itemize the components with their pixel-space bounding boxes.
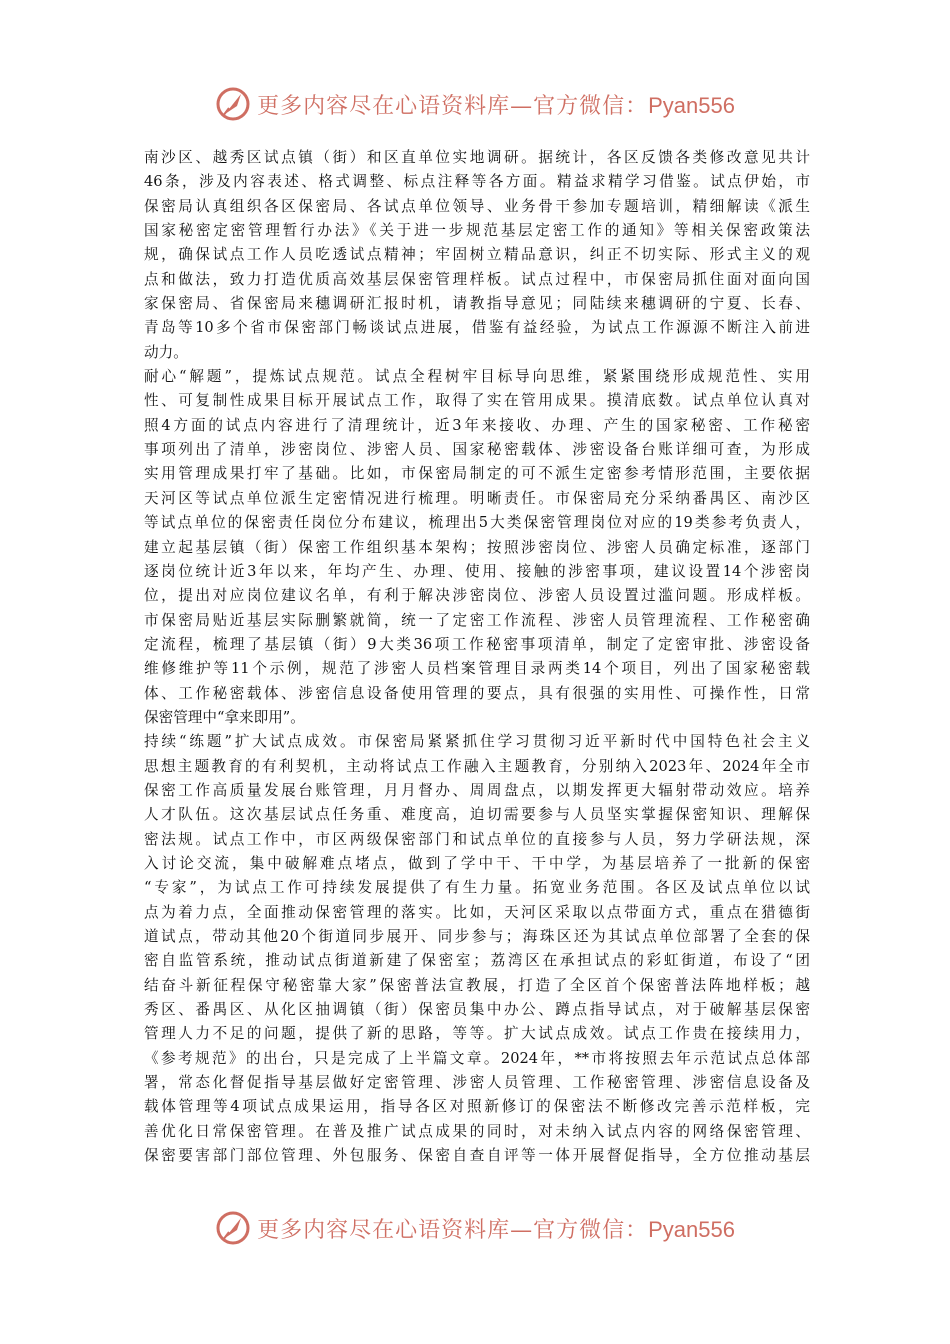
text-line: 国家秘密定密管理暂行办法》《关于进一步规范基层定密工作的通知》等相关保密政策法 [144,222,810,240]
header-banner-text: 更多内容尽在心语资料库—官方微信：Pyan556 [257,92,735,119]
text-line: 密自监管系统，推动试点街道新建了保密室；荔湾区在承担试点的彩虹街道，布设了“团 [144,952,810,970]
text-line: 规，确保试点工作人员吃透试点精神；牢固树立精品意识，纠正不切实际、形式主义的观 [144,246,810,264]
text-line: 《参考规范》的出台，只是完成了上半篇文章。2024年，**市将按照去年示范试点总体部 [144,1049,810,1067]
text-line: 市保密局贴近基层实际删繁就简，统一了定密工作流程、涉密人员管理流程、工作秘密确 [144,611,810,629]
quill-logo-icon [215,1210,251,1246]
text-line: 点为着力点，全面推动保密管理的落实。比如，天河区采取以点带面方式，重点在猎德街 [144,903,810,921]
text-line: 密法规。试点工作中，市区两级保密部门和试点单位的直接参与人员，努力学研法规，深 [144,830,810,848]
text-line: 署，常态化督促指导基层做好定密管理、涉密人员管理、工作秘密管理、涉密信息设备及 [144,1074,810,1092]
text-line: 体、工作秘密载体、涉密信息设备使用管理的要点，具有很强的实用性、可操作性，日常 [144,684,810,702]
text-line: 入讨论交流，集中破解难点堵点，做到了学中干、干中学，为基层培养了一批新的保密 [144,854,810,872]
text-line: 建立起基层镇（街）保密工作组织基本架构；按照涉密岗位、涉密人员确定标准，逐部门 [144,538,810,556]
text-line: 保密工作高质量发展台账管理，月月督办、周周盘点，以期发挥更大辐射带动效应。培养 [144,781,810,799]
text-line: 天河区等试点单位派生定密情况进行梳理。明晰责任。市保密局充分采纳番禺区、南沙区 [144,489,810,507]
text-line: 保密管理中“拿来即用”。 [144,708,305,726]
text-line: 位，提出对应岗位建议名单，有利于解决涉密岗位、涉密人员设置过滥问题。形成样板。 [144,587,810,605]
text-line: 人才队伍。这次基层试点任务重、难度高，迫切需要参与人员坚实掌握保密知识、理解保 [144,806,810,824]
text-line: 结奋斗新征程保守秘密靠大家”保密普法宣教展，打造了全区首个保密普法阵地样板；越 [144,976,810,994]
text-line: 持续“练题”扩大试点成效。市保密局紧紧抓住学习贯彻习近平新时代中国特色社会主义 [144,733,810,751]
text-line: 载体管理等4项试点成果运用，指导各区对照新修订的保密法不断修改完善示范样板，完 [144,1098,810,1116]
quill-logo-icon [215,86,251,122]
text-line: 善优化日常保密管理。在普及推广试点成果的同时，对未纳入试点内容的网络保密管理、 [144,1122,810,1140]
text-line: 性、可复制性成果目标开展试点工作，取得了实在管用成果。摸清底数。试点单位认真对 [144,392,810,410]
text-line: 照4方面的试点内容进行了清理统计，近3年来接收、办理、产生的国家秘密、工作秘密 [144,416,810,434]
header-wechat-id: Pyan556 [648,92,735,118]
text-line: 维修维护等11个示例，规范了涉密人员档案管理目录两类14个项目，列出了国家秘密载 [144,660,810,678]
text-line: 逐岗位统计近3年以来，年均产生、办理、使用、接触的涉密事项，建议设置14个涉密岗 [144,562,810,580]
text-line: 青岛等10多个省市保密部门畅谈试点进展，借鉴有益经验，为试点工作源源不断注入前进 [144,319,810,337]
footer-wechat-id: Pyan556 [648,1216,735,1242]
text-line: 思想主题教育的有利契机，主动将试点工作融入主题教育，分别纳入2023年、2024年全市 [144,757,810,775]
text-line: 事项列出了清单，涉密岗位、涉密人员、国家秘密载体、涉密设备台账详细可查，为形成 [144,441,810,459]
footer-banner-text: 更多内容尽在心语资料库—官方微信：Pyan556 [257,1216,735,1243]
text-line: 实用管理成果打牢了基础。比如，市保密局制定的可不派生定密参考情形范围，主要依据 [144,465,810,483]
text-line: “专家”，为试点工作可持续发展提供了有生力量。拓宽业务范围。各区及试点单位以试 [144,879,810,897]
text-line: 动力。 [144,343,188,361]
text-line: 定流程，梳理了基层镇（街）9大类36项工作秘密事项清单，制定了定密审批、涉密设备 [144,635,810,653]
text-line: 点和做法，致力打造优质高效基层保密管理样板。试点过程中，市保密局抓住面对面向国 [144,270,810,288]
text-line: 管理人力不足的问题，提供了新的思路，等等。扩大试点成效。试点工作贵在接续用力， [144,1025,810,1043]
text-line: 秀区、番禺区、从化区抽调镇（街）保密员集中办公、蹲点指导试点，对于破解基层保密 [144,1001,810,1019]
text-line: 道试点，带动其他20个街道同步展开、同步参与；海珠区还为其试点单位部署了全套的保 [144,928,810,945]
article-body [144,146,810,1168]
text-line: 耐心“解题”，提炼试点规范。试点全程树牢目标导向思维，紧紧围绕形成规范性、实用 [144,368,810,386]
text-line: 南沙区、越秀区试点镇（街）和区直单位实地调研。据统计，各区反馈各类修改意见共计 [144,149,810,166]
text-line: 46条，涉及内容表述、格式调整、标点注释等各方面。精益求精学习借鉴。试点伊始，市 [144,173,810,191]
text-line: 家保密局、省保密局来穗调研汇报时机，请教指导意见；同陆续来穗调研的宁夏、长春、 [144,295,810,313]
text-line: 等试点单位的保密责任岗位分布建议，梳理出5大类保密管理岗位对应的19类参考负责人， [144,514,810,532]
header-banner [0,84,950,124]
text-line: 保密要害部门部位管理、外包服务、保密自查自评等一体开展督促指导，全方位推动基层 [144,1147,810,1165]
footer-banner [0,1208,950,1248]
text-line: 保密局认真组织各区保密局、各试点单位领导、业务骨干参加专题培训，精细解读《派生 [144,197,810,215]
